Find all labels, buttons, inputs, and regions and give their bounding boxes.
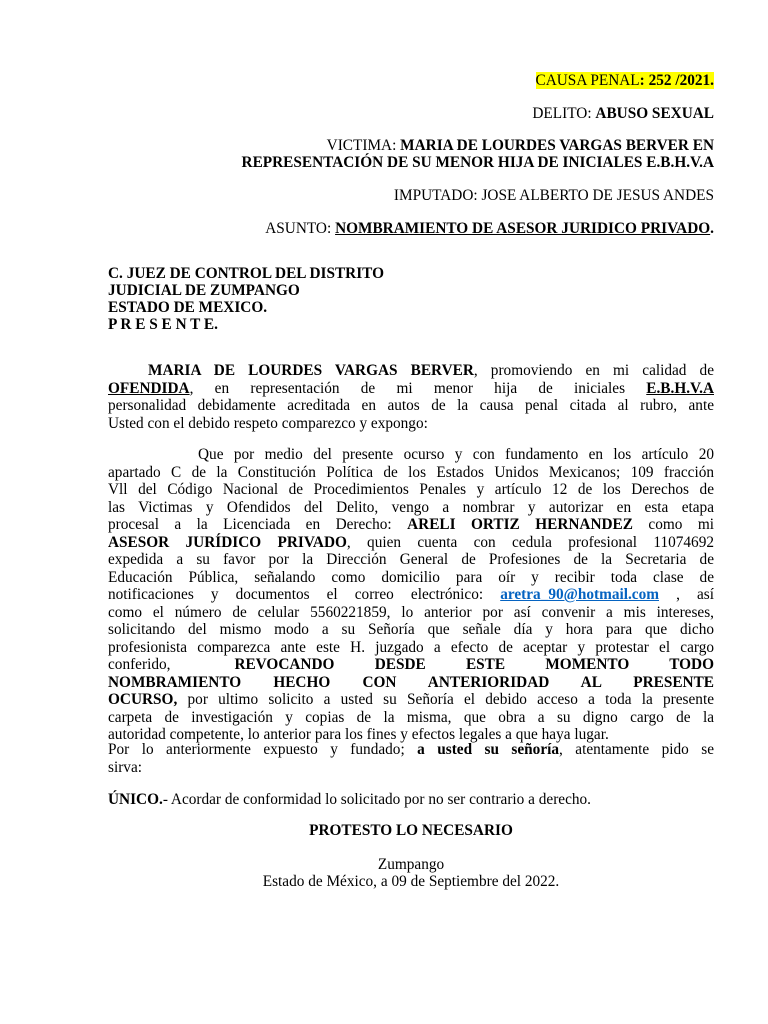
p2-text-9a: notificaciones y documentos el correo electrónico: xyxy=(108,586,501,603)
p2-text-5a: procesal a la Licenciada en Derecho: xyxy=(108,516,408,533)
p2-line-15 xyxy=(108,691,714,709)
causa-penal-line xyxy=(536,72,714,90)
p1-line-3: personalidad debidamente acreditada en autos de la causa penal citada al rubro, ante xyxy=(108,397,714,414)
p1-line-2 xyxy=(108,380,714,398)
p1-iniciales: E.B.H.V.A xyxy=(646,379,714,397)
unico-label: ÚNICO. xyxy=(108,791,163,808)
p2-line-14: NOMBRAMIENTO HECHO CON ANTERIORIDAD AL PRESENTE xyxy=(108,673,714,691)
p2-text-5c: como mi xyxy=(632,516,715,533)
addressee-line-2: JUDICIAL DE ZUMPANGO xyxy=(108,282,300,299)
addressee-line-4: P R E S E N T E. xyxy=(108,316,218,333)
p2-asesor-name: ARELI ORTIZ HERNANDEZ xyxy=(407,516,633,533)
p2-line-16: carpeta de investigación y copias de la misma, que obra a su digno cargo de la xyxy=(108,708,714,726)
p3-senoria: a usted su señoría xyxy=(417,741,560,758)
p2-text-6b: , quien cuenta con cedula profesional 11074692 xyxy=(346,533,714,551)
p2-line-2: apartado C de la Constitución Política de los Estados Unidos Mexicanos; 109 fracción xyxy=(108,463,714,481)
asunto-line xyxy=(265,220,714,238)
p1-line-1 xyxy=(108,362,714,380)
p2-line-13 xyxy=(108,656,714,674)
date-line: Estado de México, a 09 de Septiembre del 2022. xyxy=(262,873,560,890)
p2-line-5 xyxy=(108,516,714,534)
delito-value: ABUSO SEXUAL xyxy=(595,105,714,122)
p3-line-1 xyxy=(108,741,714,759)
p2-line-11: solicitando del mismo modo a su Señoría que señale día y hora para que dicho xyxy=(108,621,714,638)
paragraph-2 xyxy=(108,446,714,744)
p2-asesor-title: ASESOR JURÍDICO PRIVADO xyxy=(108,533,347,551)
p1-ofendida: OFENDIDA xyxy=(108,379,190,397)
p2-text-9b: , así xyxy=(659,586,714,603)
p1-line-4: Usted con el debido respeto comparezco y expongo: xyxy=(108,414,428,432)
p1-text-1: , promoviendo en mi calidad de xyxy=(473,362,714,379)
p2-line-1: Que por medio del presente ocurso y con fundamento en los artículo 20 xyxy=(198,446,714,463)
delito-label: DELITO: xyxy=(532,105,596,122)
p1-name: MARIA DE LOURDES VARGAS BERVER xyxy=(148,362,474,379)
paragraph-1 xyxy=(108,362,714,432)
asunto-label: ASUNTO: xyxy=(265,220,336,237)
addressee-line-1: C. JUEZ DE CONTROL DEL DISTRITO xyxy=(108,265,384,282)
p2-line-7: expedida a su favor por la Dirección General de Profesiones de la Secretaria de xyxy=(108,551,714,568)
p2-line-12: profesionista comparezca ante este H. juzgado a efecto de aceptar y protestar el cargo xyxy=(108,638,714,656)
p2-line-8: Educación Pública, señalando como domicilio para oír y recibir toda clase de xyxy=(108,568,714,586)
p2-line-3: Vll del Código Nacional de Procedimientos Penales y artículo 12 de los Derechos de xyxy=(108,481,714,498)
victima-line-1 xyxy=(327,137,714,155)
paragraph-3 xyxy=(108,741,714,776)
p2-line-10: como el número de celular 5560221859, lo anterior por así convenir a mis intereses, xyxy=(108,603,714,621)
causa-label: CAUSA PENAL xyxy=(535,72,640,89)
victima-label: VICTIMA: xyxy=(326,137,401,154)
p2-text-13a: conferido, xyxy=(108,656,171,673)
causa-number: 252 /2021. xyxy=(648,72,714,89)
p2-line-17: autoridad competente, lo anterior para los fines y efectos legales a que haya lugar. xyxy=(108,726,609,743)
addressee-line-3: ESTADO DE MEXICO. xyxy=(108,299,268,316)
causa-highlight xyxy=(536,72,714,89)
p2-ocurso: OCURSO, xyxy=(108,691,178,708)
unico-text: - Acordar de conformidad lo solicitado por no ser contrario a derecho. xyxy=(162,791,591,808)
unico-line xyxy=(108,791,591,809)
p1-text-2: , en representación de mi menor hija de iniciales xyxy=(189,379,647,397)
email-link[interactable]: aretra_90@hotmail.com xyxy=(500,586,659,603)
p3-text-1a: Por lo anteriormente expuesto y fundado; xyxy=(108,741,418,758)
asunto-end: . xyxy=(710,220,714,237)
asunto-value: NOMBRAMIENTO DE ASESOR JURIDICO PRIVADO xyxy=(335,220,711,237)
p3-line-2: sirva: xyxy=(108,758,142,776)
p2-line-6 xyxy=(108,534,714,552)
p2-text-15b: por ultimo solicito a usted su Señoría el debido acceso a toda la presente xyxy=(177,691,714,708)
victima-value-1: MARIA DE LOURDES VARGAS BERVER EN xyxy=(400,137,714,154)
p2-line-9 xyxy=(108,586,714,604)
causa-colon: : xyxy=(639,72,649,89)
p2-revocando: REVOCANDO DESDE ESTE MOMENTO TODO xyxy=(234,656,714,673)
victima-line-2: REPRESENTACIÓN DE SU MENOR HIJA DE INICIALES E.B.H.V.A xyxy=(241,154,714,171)
p3-text-1c: , atentamente pido se xyxy=(559,741,714,758)
p2-line-4: las Victimas y Ofendidos del Delito, vengo a nombrar y autorizar en esta etapa xyxy=(108,498,714,516)
imputado-line: IMPUTADO: JOSE ALBERTO DE JESUS ANDES xyxy=(393,187,714,204)
delito-line xyxy=(532,105,714,123)
protesto-line: PROTESTO LO NECESARIO xyxy=(309,822,513,839)
city-line: Zumpango xyxy=(377,856,445,873)
